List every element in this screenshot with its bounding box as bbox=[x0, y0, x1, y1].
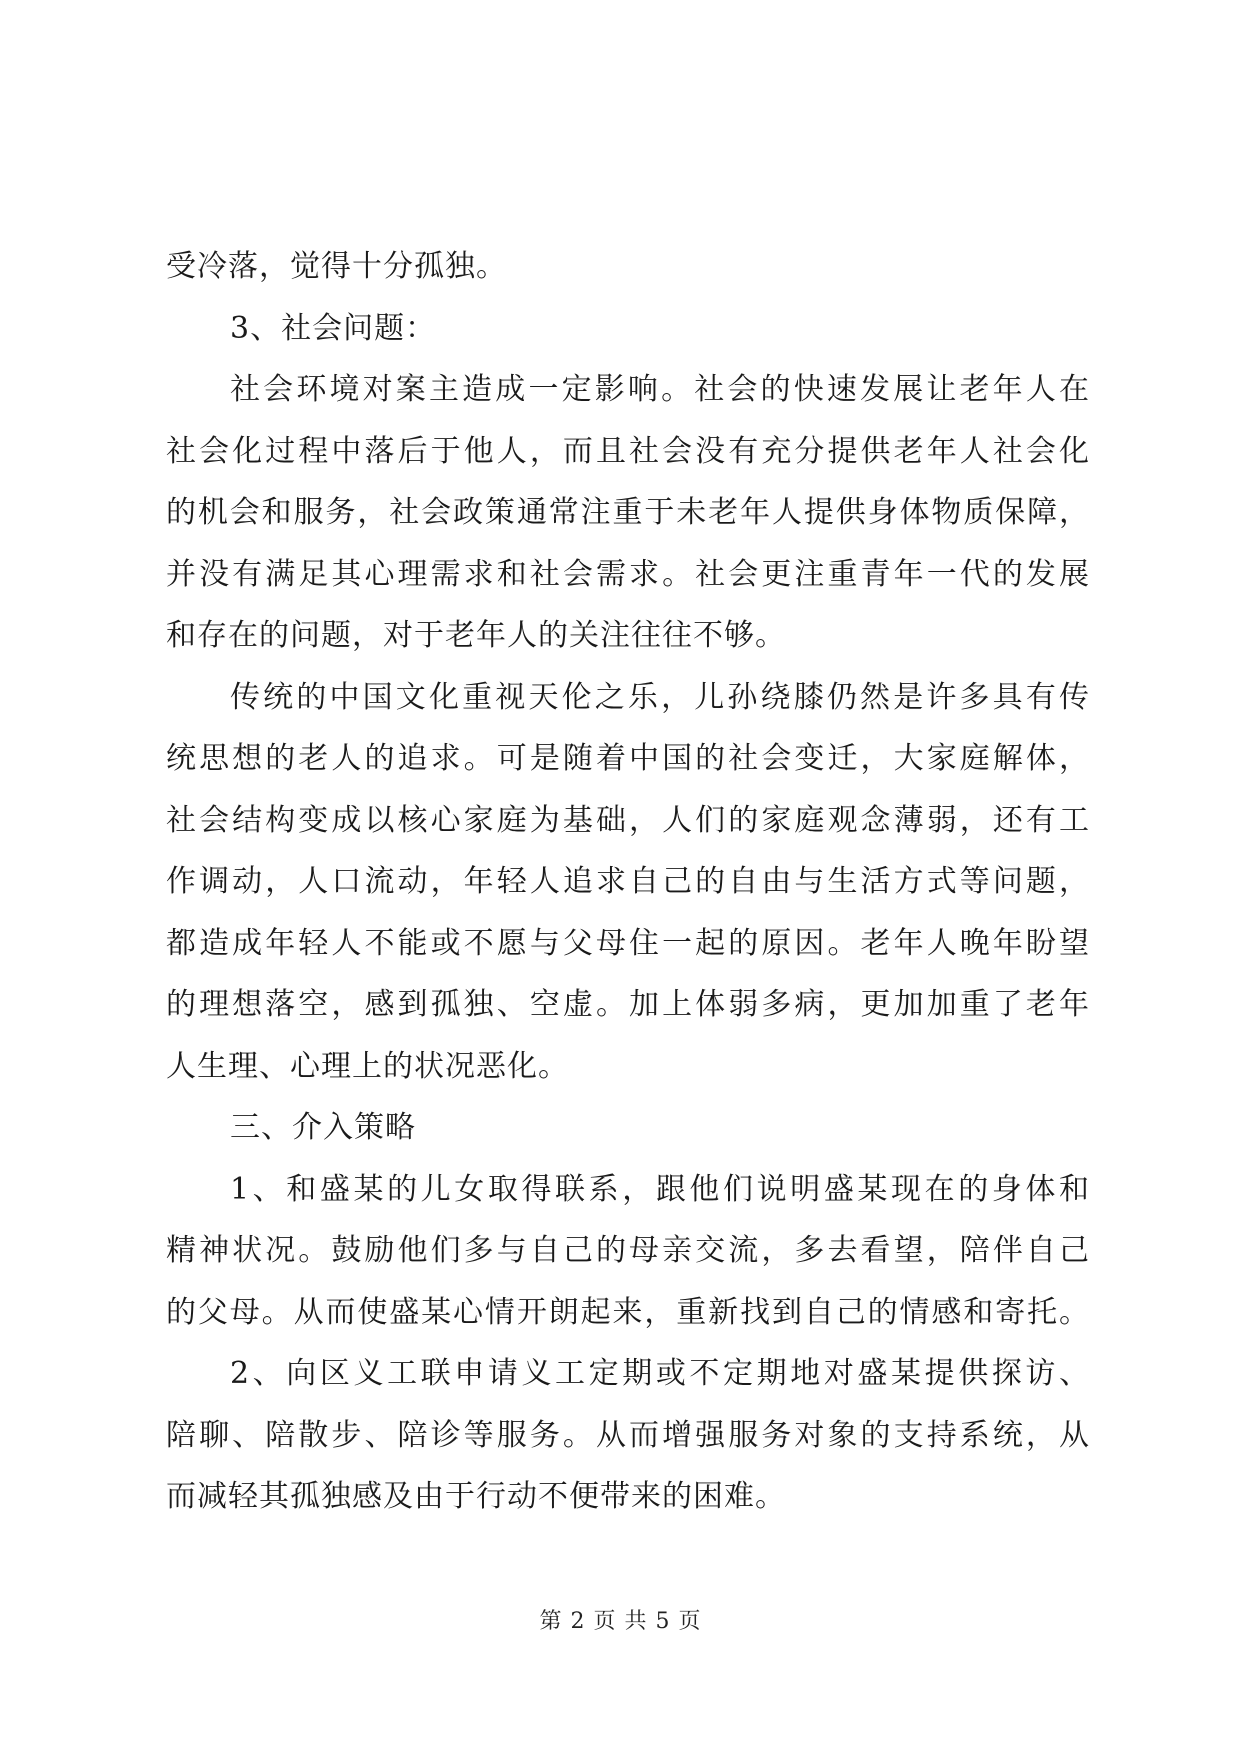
text-line: 和存在的问题，对于老年人的关注往往不够。 bbox=[166, 618, 786, 653]
text-line: 精神状况。鼓励他们多与自己的母亲交流，多去看望，陪伴自己 bbox=[166, 1233, 1090, 1268]
text-line: 的父母。从而使盛某心情开朗起来，重新找到自己的情感和寄托。 bbox=[166, 1294, 1090, 1330]
text-line: 传统的中国文化重视天伦之乐，儿孙绕膝仍然是许多具有传 bbox=[230, 679, 1090, 715]
document-body bbox=[166, 236, 1090, 1528]
text-line: 统思想的老人的追求。可是随着中国的社会变迁，大家庭解体， bbox=[166, 741, 1090, 776]
page-number-footer: 第 2 页 共 5 页 bbox=[539, 1609, 702, 1634]
section-heading: 三、介入策略 bbox=[230, 1110, 416, 1145]
text-line: 的机会和服务，社会政策通常注重于未老年人提供身体物质保障， bbox=[166, 495, 1090, 530]
text-line: 的理想落空，感到孤独、空虚。加上体弱多病，更加加重了老年 bbox=[166, 987, 1090, 1022]
text-line: 社会结构变成以核心家庭为基础，人们的家庭观念薄弱，还有工 bbox=[166, 802, 1090, 838]
text-line: 陪聊、陪散步、陪诊等服务。从而增强服务对象的支持系统，从 bbox=[166, 1417, 1090, 1453]
text-line: 社会环境对案主造成一定影响。社会的快速发展让老年人在 bbox=[230, 372, 1090, 407]
text-line: 社会化过程中落后于他人，而且社会没有充分提供老年人社会化 bbox=[166, 433, 1090, 469]
section-heading: 3、社会问题： bbox=[230, 310, 437, 346]
text-line: 作调动，人口流动，年轻人追求自己的自由与生活方式等问题， bbox=[166, 864, 1090, 899]
text-line: 2、向区义工联申请义工定期或不定期地对盛某提供探访、 bbox=[230, 1356, 1090, 1391]
text-line: 而减轻其孤独感及由于行动不便带来的困难。 bbox=[166, 1479, 786, 1514]
text-line: 并没有满足其心理需求和社会需求。社会更注重青年一代的发展 bbox=[166, 556, 1090, 592]
text-line: 1、和盛某的儿女取得联系，跟他们说明盛某现在的身体和 bbox=[230, 1171, 1090, 1207]
text-line: 人生理、心理上的状况恶化。 bbox=[166, 1048, 569, 1084]
text-line: 受冷落，觉得十分孤独。 bbox=[166, 249, 507, 284]
text-line: 都造成年轻人不能或不愿与父母住一起的原因。老年人晚年盼望 bbox=[166, 925, 1090, 961]
